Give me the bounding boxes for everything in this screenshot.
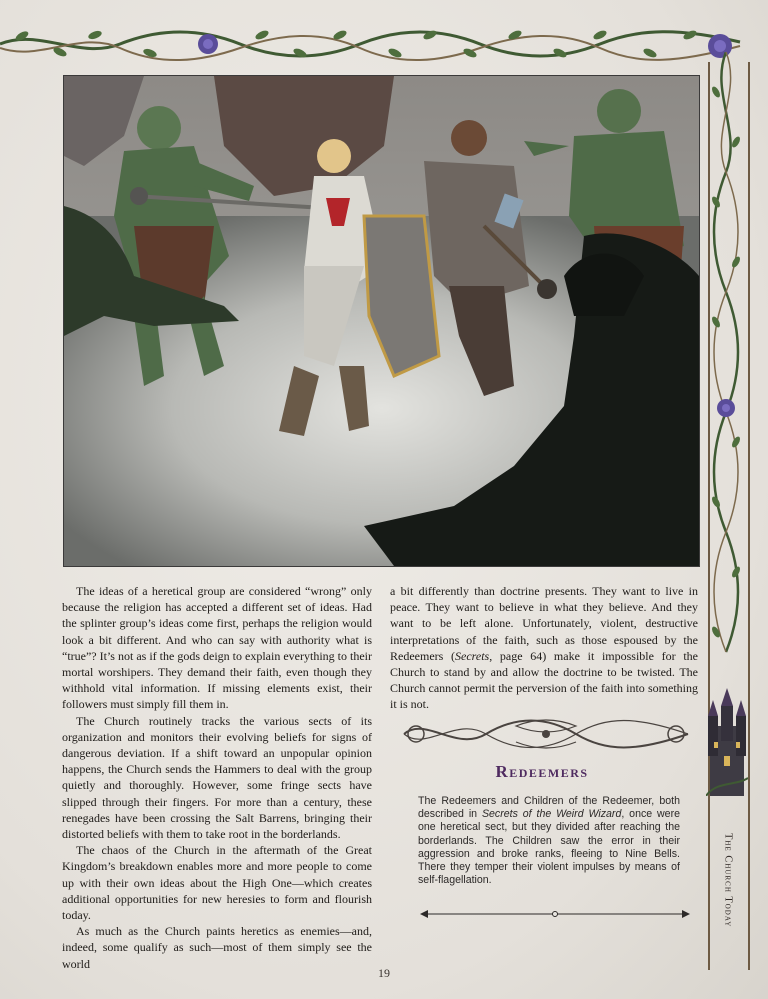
body-text: , page 64) make it impossible for the Church to stand by and allow the doctrine to be twisted. The Church cannot permit the perversion of the faith into something it is not. — [390, 648, 698, 712]
scroll-ornament — [396, 712, 696, 756]
sidebar-text-part: , once were one heretical sect, but they divided after reaching the borderlands. The Children saw the error in their aggression and broke ranks, fleeing to Nine Bells. There they temper their violent impulses by means of self-flagellation. — [418, 808, 680, 887]
sidebar-text — [418, 795, 680, 887]
body-left-column — [62, 583, 372, 972]
body-paragraph — [390, 583, 698, 713]
body-right-column — [390, 583, 698, 713]
sidebar-text-part: The Redeemers and Children of the Redeemer, both described in — [418, 795, 680, 821]
book-reference: Secrets — [455, 648, 490, 663]
sidebar-divider — [420, 908, 690, 920]
top-vine-border — [0, 22, 768, 66]
chapter-tab-label: The Church Today — [722, 832, 734, 928]
page-number: 19 — [378, 966, 390, 980]
battle-illustration — [63, 75, 700, 567]
sidebar-title: Redeemers — [495, 762, 589, 781]
body-text: a bit differently than doctrine presents. They want to live in peace. They want to believe in what they believe. And they want to be left alone. Unfortunately, violent, destructive interpretations of the faith, such as those espoused by the Redeemers ( — [390, 584, 698, 663]
body-paragraph: The ideas of a heretical group are considered “wrong” only because the religion has accepted a different set of ideas. Had the splinter group’s ideas come first, perhaps the religion would look a bit different. And who can say with authority what is “true”? It’s not as if the gods deign to explain everything to their mortal worshipers. They demand their faith, even though they withhold vital information. If missing elements exist, their followers must simply fill them in. — [62, 584, 372, 712]
body-paragraph: The chaos of the Church in the aftermath of the Great Kingdom’s breakdown enables more and more people to come up with their own ideas about the High One—which creates additional opportunities for new heresies to form and flourish today. — [62, 843, 372, 923]
body-paragraph: The Church routinely tracks the various sects of its organization and monitors their evolving beliefs for signs of dangerous deviation. If a shift toward an unpopular opinion happens, the Church sends the Hammers to deal with the group quietly and thoroughly. However, some fringe sects have slipped through their fingers. For more than a century, these renegades have been crossing the Salt Barrens, bringing their distorted beliefs with them to take root in the borderlands. — [62, 713, 372, 842]
rose-icon — [717, 399, 735, 417]
chapter-tab — [716, 800, 740, 960]
book-reference: Secrets of the Weird Wizard — [481, 808, 622, 821]
rose-icon — [198, 34, 218, 54]
body-paragraph: As much as the Church paints heretics as enemies—and, indeed, some qualify as such—most of them simply see the world — [62, 924, 372, 971]
castle-ornament — [706, 686, 748, 796]
